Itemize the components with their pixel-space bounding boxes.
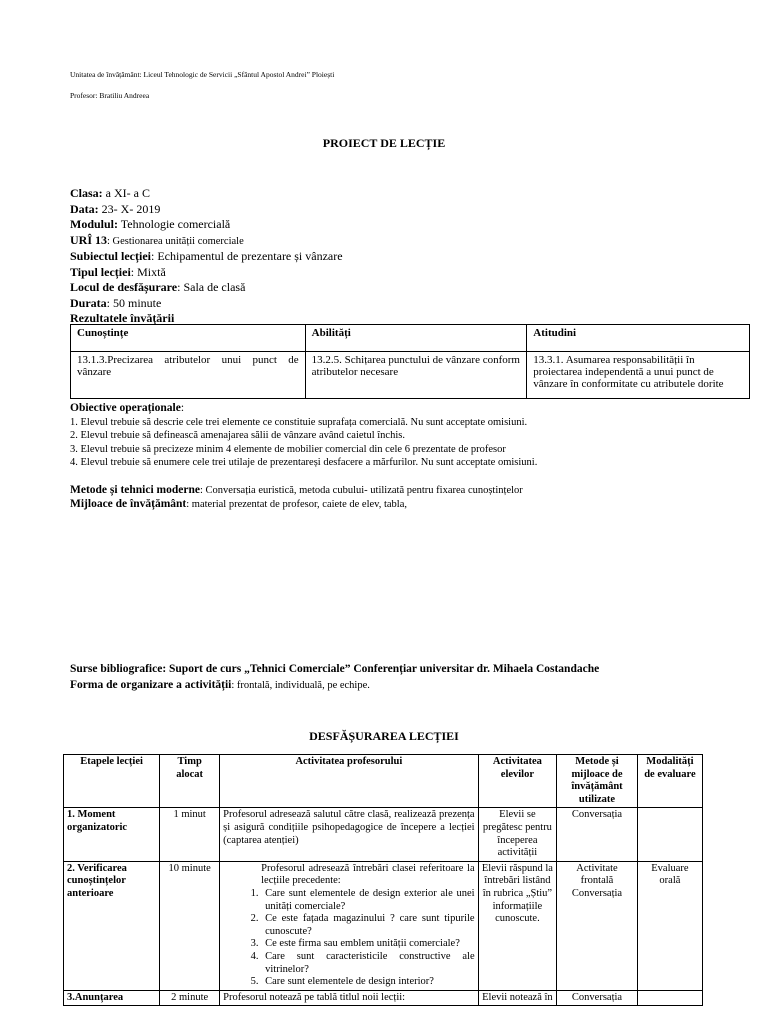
info-duration: Durata: 50 minute bbox=[70, 295, 162, 310]
cell-knowledge: 13.1.3.Precizarea atributelor unui punct de vânzare bbox=[71, 352, 306, 399]
header-teacher-activity: Activitatea profesorului bbox=[220, 755, 478, 808]
row1-teacher: Profesorul adresează salutul către clasă, realizează prezența și asigură condițiile psihopedagogice de începere a lecției (captarea atenției) bbox=[220, 808, 478, 861]
sources-line: Surse bibliografice: Suport de curs „Tehnici Comerciale” Conferențiar universitar dr. Mihaela Costandache bbox=[70, 663, 600, 675]
outcomes-header-row bbox=[71, 325, 750, 352]
row2-students: Elevii răspund la întrebări listând în rubrica „Știu” informațiile cunoscute. bbox=[478, 861, 557, 990]
question-item: 3. Ce este firma sau emblem unității comerciale? bbox=[261, 938, 474, 951]
row2-question-list bbox=[231, 888, 474, 989]
objective-2: 2. Elevul trebuie să definească amenajarea sălii de vânzare având caietul închis. bbox=[70, 430, 405, 442]
lesson-row-3 bbox=[64, 990, 703, 1006]
row3-time: 2 minute bbox=[160, 990, 220, 1006]
info-uri: URÎ 13: Gestionarea unității comerciale bbox=[70, 232, 244, 247]
row2-teacher-intro: Profesorul adresează întrebări clasei referitoare la lecțiile precedente: bbox=[261, 862, 475, 887]
header-methods: Metode și mijloace de învățământ utilizate bbox=[557, 755, 638, 808]
document-title: PROIECT DE LECȚIE bbox=[322, 136, 446, 150]
row3-methods: Conversația bbox=[557, 990, 638, 1006]
row3-stage: 3.Anunțarea bbox=[64, 990, 160, 1006]
lesson-row-2 bbox=[64, 861, 703, 990]
row2-eval: Evaluare orală bbox=[637, 861, 702, 990]
row1-eval bbox=[637, 808, 702, 861]
methods-line: Metode și tehnici moderne: Conversația euristică, metoda cubului- utilizată pentru fixarea cunoștințelor bbox=[70, 484, 523, 496]
info-date: Data: 23- X- 2019 bbox=[70, 201, 161, 216]
objective-1: 1. Elevul trebuie să descrie cele trei elemente ce constituie suprafața comercială. Nu sunt acceptate omisiuni. bbox=[70, 416, 528, 428]
header-evaluation: Modalități de evaluare bbox=[637, 755, 702, 808]
objective-4: 4. Elevul trebuie să enumere cele trei utilaje de prezentareși desfacere a mărfurilor. Nu sunt acceptate omisiuni. bbox=[70, 457, 538, 469]
cell-attitudes: 13.3.1. Asumarea responsabilității în proiectarea independentă a unui punct de vânzare în conformitate cu atributele dorite bbox=[527, 352, 750, 399]
info-outcomes-label: Rezultatele învățării bbox=[70, 311, 175, 325]
lesson-info bbox=[70, 186, 343, 327]
question-item: 4. Care sunt caracteristicile constructive ale vitrinelor? bbox=[261, 951, 474, 976]
info-location: Locul de desfășurare: Sala de clasă bbox=[70, 280, 246, 294]
row2-methods: Activitate frontală Conversația bbox=[557, 861, 638, 990]
objectives-heading: Obiective operaționale: bbox=[70, 402, 185, 414]
row2-teacher bbox=[220, 861, 478, 990]
means-line: Mijloace de învățământ: material prezentat de profesor, caiete de elev, tabla, bbox=[70, 498, 408, 510]
header-student-activity: Activitatea elevilor bbox=[478, 755, 557, 808]
row1-students: Elevii se pregătesc pentru începerea activității bbox=[478, 808, 557, 861]
school-unit-line: Unitatea de învățământ: Liceul Tehnologic de Servicii „Sfântul Apostol Andrei” Ploiești bbox=[70, 70, 335, 79]
objective-3: 3. Elevul trebuie să precizeze minim 4 elemente de mobilier comercial din cele 6 prezentate de profesor bbox=[70, 443, 506, 455]
cell-skills: 13.2.5. Schițarea punctului de vânzare conform atributelor necesare bbox=[305, 352, 527, 399]
header-time: Timp alocat bbox=[160, 755, 220, 808]
header-stages: Etapele lecției bbox=[64, 755, 160, 808]
question-item: 1. Care sunt elementele de design exterior ale unei unități comerciale? bbox=[261, 888, 474, 913]
outcomes-table bbox=[70, 324, 750, 399]
row3-eval bbox=[637, 990, 702, 1006]
lesson-table bbox=[63, 754, 703, 1006]
row1-stage: 1. Moment organizatoric bbox=[64, 808, 160, 861]
header-skills: Abilități bbox=[305, 325, 527, 352]
row2-stage: 2. Verificarea cunoștințelor anterioare bbox=[64, 861, 160, 990]
info-module: Modulul: Tehnologie comercială bbox=[70, 217, 231, 231]
row1-time: 1 minut bbox=[160, 808, 220, 861]
question-item: 2. Ce este fațada magazinului ? care sunt tipurile cunoscute? bbox=[261, 913, 474, 938]
header-knowledge: Cunoștințe bbox=[71, 325, 306, 352]
lesson-row-1 bbox=[64, 808, 703, 861]
info-type: Tipul lecției: Mixtă bbox=[70, 264, 166, 279]
question-item: 5. Care sunt elementele de design interior? bbox=[261, 976, 474, 989]
info-subject: Subiectul lecției: Echipamentul de prezentare și vânzare bbox=[70, 249, 343, 263]
outcomes-row bbox=[71, 352, 750, 399]
row1-methods: Conversația bbox=[557, 808, 638, 861]
objectives-block bbox=[70, 402, 537, 470]
teacher-line: Profesor: Bratiliu Andreea bbox=[70, 91, 150, 100]
header-attitudes: Atitudini bbox=[527, 325, 750, 352]
row2-time: 10 minute bbox=[160, 861, 220, 990]
organization-line: Forma de organizare a activității: frontală, individuală, pe echipe. bbox=[70, 679, 370, 691]
info-class: Clasa: a XI- a C bbox=[70, 186, 150, 200]
row3-students: Elevii notează în bbox=[478, 990, 557, 1006]
lesson-header-row bbox=[64, 755, 703, 808]
row3-teacher: Profesorul notează pe tablă titlul noii lecții: bbox=[220, 990, 478, 1006]
lesson-section-title: DESFĂȘURAREA LECȚIEI bbox=[309, 729, 459, 743]
